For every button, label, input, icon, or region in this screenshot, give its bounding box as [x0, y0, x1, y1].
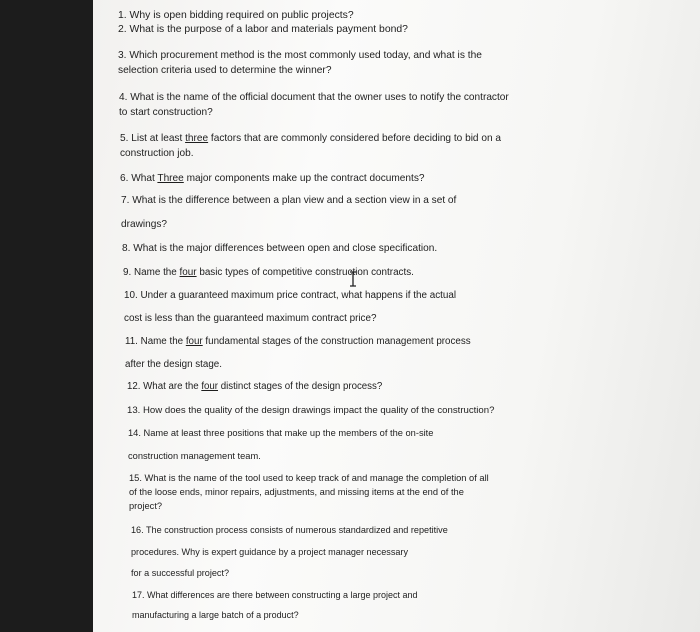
- question-16-continued-2: for a successful project?: [131, 568, 230, 578]
- question-15-continued: of the loose ends, minor repairs, adjustments, and missing items at the end of the: [129, 487, 464, 497]
- question-5-text-end: factors that are commonly considered before deciding to bid on a: [208, 133, 501, 144]
- question-12-underlined-word: four: [201, 381, 219, 392]
- question-6: [120, 172, 424, 186]
- question-17: 17. What differences are there between constructing a large project and: [132, 590, 418, 600]
- question-3-continued: selection criteria used to determine the winner?: [118, 65, 332, 76]
- question-12: [127, 380, 382, 394]
- question-2: 2. What is the purpose of a labor and materials payment bond?: [118, 24, 408, 35]
- question-9-underlined-word: four: [179, 267, 197, 278]
- question-3: 3. Which procurement method is the most commonly used today, and what is the: [118, 50, 482, 61]
- question-8: 8. What is the major differences between open and close specification.: [122, 243, 438, 254]
- question-6-text-start: 6. What: [120, 173, 158, 184]
- question-9-text-start: 9. Name the: [123, 267, 180, 278]
- question-1: 1. Why is open bidding required on public projects?: [118, 10, 354, 21]
- question-17-continued: manufacturing a large batch of a product?: [132, 610, 299, 620]
- question-7-continued: drawings?: [121, 219, 168, 230]
- question-5-text-start: 5. List at least: [120, 133, 186, 144]
- question-6-text-end: major components make up the contract documents?: [183, 173, 425, 184]
- question-15-continued-2: project?: [129, 501, 163, 511]
- question-11-text-start: 11. Name the: [125, 336, 186, 347]
- question-5-underlined-word: three: [185, 133, 209, 144]
- question-11: [125, 335, 471, 349]
- question-14-continued: construction management team.: [128, 451, 261, 461]
- question-4-continued: to start construction?: [119, 107, 213, 118]
- question-16-continued: procedures. Why is expert guidance by a project manager necessary: [131, 547, 408, 557]
- question-13: 13. How does the quality of the design drawings impact the quality of the construction?: [127, 405, 495, 416]
- question-12-text-start: 12. What are the: [127, 381, 202, 392]
- question-14: 14. Name at least three positions that make up the members of the on-site: [128, 428, 434, 438]
- question-4: 4. What is the name of the official document that the owner uses to notify the contractor: [119, 92, 509, 103]
- question-11-text-end: fundamental stages of the construction management process: [202, 336, 471, 347]
- question-5: [120, 132, 501, 146]
- question-10: 10. Under a guaranteed maximum price contract, what happens if the actual: [124, 290, 457, 301]
- question-9-text-end: basic types of competitive construction contracts.: [196, 267, 414, 278]
- question-10-continued: cost is less than the guaranteed maximum contract price?: [124, 313, 377, 324]
- question-9: [123, 266, 414, 280]
- question-11-continued: after the design stage.: [125, 359, 222, 370]
- question-16: 16. The construction process consists of numerous standardized and repetitive: [131, 525, 448, 535]
- question-12-text-end: distinct stages of the design process?: [218, 381, 383, 392]
- text-cursor-icon: [348, 271, 358, 287]
- question-15: 15. What is the name of the tool used to keep track of and manage the completion of all: [129, 473, 489, 483]
- question-11-underlined-word: four: [185, 336, 203, 347]
- question-7: 7. What is the difference between a plan view and a section view in a set of: [121, 195, 457, 206]
- question-5-continued: construction job.: [120, 148, 194, 159]
- question-6-underlined-word: Three: [157, 173, 184, 184]
